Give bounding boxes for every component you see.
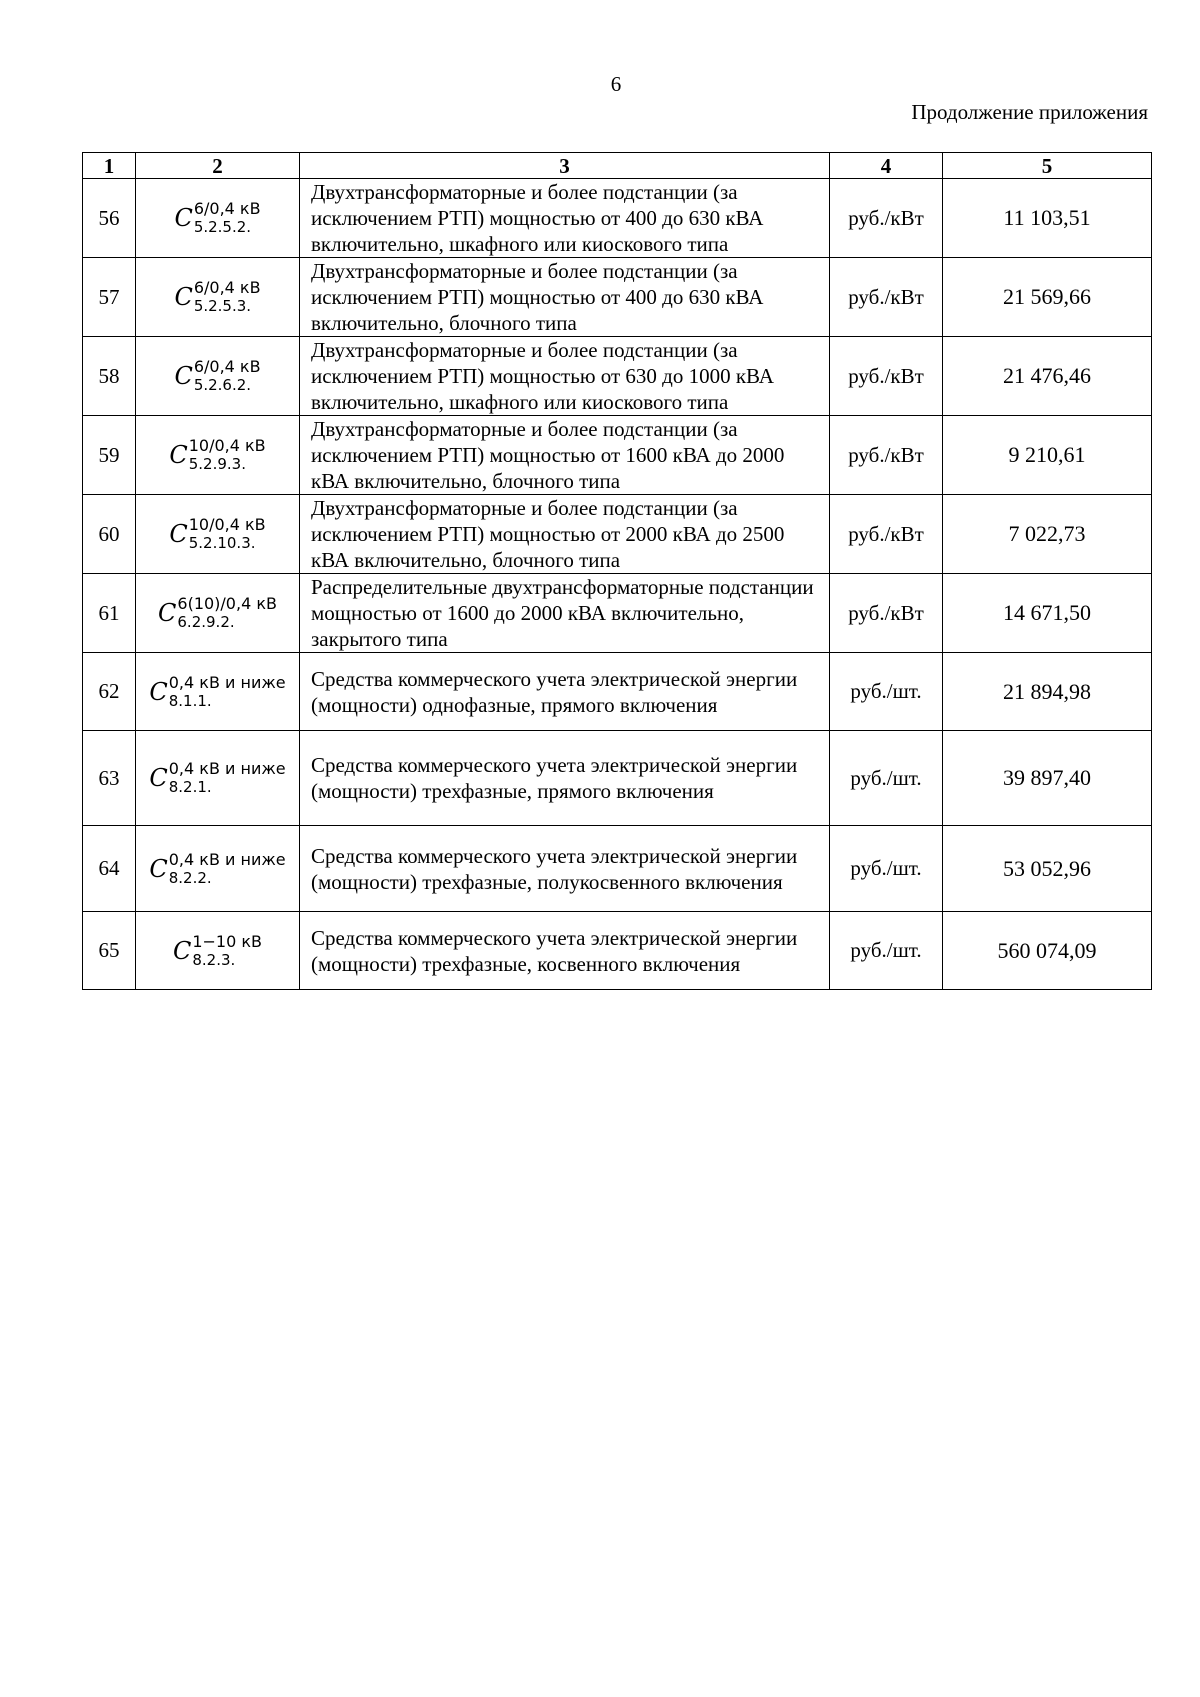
row-description: Распределительные двухтрансформаторные подстанции мощностью от 1600 до 2000 кВА включительно, закрытого типа [300, 574, 830, 653]
rate-code [136, 416, 300, 495]
row-number: 60 [83, 495, 136, 574]
row-unit: руб./кВт [830, 574, 943, 653]
rate-index: 8.2.1. [168, 778, 212, 796]
rate-code [136, 258, 300, 337]
row-unit: руб./кВт [830, 495, 943, 574]
rate-symbol: C [149, 854, 168, 883]
row-number: 59 [83, 416, 136, 495]
rate-scripts [194, 358, 261, 394]
row-unit: руб./кВт [830, 258, 943, 337]
row-number: 58 [83, 337, 136, 416]
rate-scripts [194, 200, 261, 236]
row-number: 61 [83, 574, 136, 653]
rate-index: 5.2.10.3. [188, 534, 256, 552]
rates-table [82, 152, 1152, 990]
row-unit: руб./кВт [830, 416, 943, 495]
row-number: 62 [83, 653, 136, 731]
row-number: 64 [83, 826, 136, 912]
rate-code [136, 912, 300, 990]
row-number: 56 [83, 179, 136, 258]
rate-formula [174, 200, 260, 236]
row-description: Средства коммерческого учета электрической энергии (мощности) однофазные, прямого включения [300, 653, 830, 731]
rate-scripts [177, 595, 277, 631]
page-number: 6 [610, 72, 622, 96]
rate-index: 5.2.5.3. [193, 297, 252, 315]
table-row [83, 337, 1152, 416]
rate-formula [149, 851, 285, 887]
row-number: 65 [83, 912, 136, 990]
rate-voltage: 10/0,4 кВ [188, 515, 266, 534]
rate-code [136, 337, 300, 416]
rate-formula [149, 674, 285, 710]
header-col-4: 4 [830, 153, 943, 179]
row-unit: руб./кВт [830, 337, 943, 416]
rate-formula [173, 933, 262, 969]
rate-index: 5.2.6.2. [193, 376, 252, 394]
rate-symbol: C [174, 362, 193, 390]
rate-index: 5.2.5.2. [193, 218, 252, 236]
row-description: Двухтрансформаторные и более подстанции (за исключением РТП) мощностью от 2000 кВА до 2500 кВА включительно, блочного типа [300, 495, 830, 574]
row-description: Средства коммерческого учета электрической энергии (мощности) трехфазные, косвенного включения [300, 912, 830, 990]
rate-index: 6.2.9.2. [177, 613, 235, 631]
rate-symbol: C [169, 520, 188, 548]
rate-formula [158, 595, 277, 631]
row-description: Двухтрансформаторные и более подстанции (за исключением РТП) мощностью от 1600 кВА до 2000 кВА включительно, блочного типа [300, 416, 830, 495]
row-number: 63 [83, 731, 136, 826]
row-value: 39 897,40 [943, 731, 1152, 826]
header-col-2: 2 [136, 153, 300, 179]
rate-symbol: C [149, 764, 168, 792]
rate-voltage: 6/0,4 кВ [193, 199, 261, 218]
row-value: 9 210,61 [943, 416, 1152, 495]
row-unit: руб./шт. [830, 653, 943, 731]
rate-scripts [169, 851, 286, 887]
header-col-1: 1 [83, 153, 136, 179]
rate-voltage: 1−10 кВ [192, 931, 263, 951]
rate-code [136, 495, 300, 574]
rate-voltage: 0,4 кВ и ниже [168, 672, 286, 692]
rate-scripts [194, 279, 261, 315]
rate-formula [169, 516, 265, 552]
table-row [83, 574, 1152, 653]
table-row [83, 179, 1152, 258]
row-description: Двухтрансформаторные и более подстанции (за исключением РТП) мощностью от 630 до 1000 кВА включительно, шкафного или киоскового типа [300, 337, 830, 416]
header-col-3: 3 [300, 153, 830, 179]
row-value: 11 103,51 [943, 179, 1152, 258]
page-caption: Продолжение приложения [911, 100, 1148, 124]
table-row [83, 653, 1152, 731]
rate-code [136, 179, 300, 258]
rate-code [136, 731, 300, 826]
rate-index: 8.2.3. [192, 950, 236, 969]
table-row [83, 912, 1152, 990]
rate-voltage: 6/0,4 кВ [193, 278, 261, 297]
table-row [83, 826, 1152, 912]
rate-formula [169, 437, 265, 473]
rate-index: 5.2.9.3. [188, 455, 246, 473]
row-value: 21 894,98 [943, 653, 1152, 731]
table-row [83, 258, 1152, 337]
rate-symbol: C [158, 599, 177, 627]
row-number: 57 [83, 258, 136, 337]
row-description: Средства коммерческого учета электрической энергии (мощности) трехфазные, полукосвенного включения [300, 826, 830, 912]
rate-voltage: 6(10)/0,4 кВ [177, 594, 277, 613]
rate-voltage: 6/0,4 кВ [193, 357, 261, 376]
rate-symbol: C [169, 441, 188, 469]
row-value: 21 569,66 [943, 258, 1152, 337]
rate-scripts [189, 437, 266, 473]
row-unit: руб./кВт [830, 179, 943, 258]
rate-symbol: C [149, 677, 168, 706]
table-row [83, 416, 1152, 495]
row-value: 21 476,46 [943, 337, 1152, 416]
rate-scripts [192, 933, 262, 969]
row-unit: руб./шт. [830, 731, 943, 826]
rate-voltage: 0,4 кВ и ниже [168, 849, 286, 869]
row-description: Двухтрансформаторные и более подстанции (за исключением РТП) мощностью от 400 до 630 кВА включительно, блочного типа [300, 258, 830, 337]
rate-code [136, 653, 300, 731]
row-value: 14 671,50 [943, 574, 1152, 653]
row-unit: руб./шт. [830, 912, 943, 990]
rate-formula [174, 358, 260, 394]
row-value: 53 052,96 [943, 826, 1152, 912]
rate-symbol: C [174, 283, 193, 311]
header-col-5: 5 [943, 153, 1152, 179]
rate-index: 8.1.1. [168, 691, 212, 710]
table-row [83, 495, 1152, 574]
row-unit: руб./шт. [830, 826, 943, 912]
row-description: Двухтрансформаторные и более подстанции (за исключением РТП) мощностью от 400 до 630 кВА включительно, шкафного или киоскового типа [300, 179, 830, 258]
rate-scripts [169, 674, 286, 710]
rate-index: 8.2.2. [168, 868, 212, 887]
rate-formula [174, 279, 260, 315]
table-row [83, 731, 1152, 826]
rate-scripts [169, 760, 286, 796]
row-description: Средства коммерческого учета электрической энергии (мощности) трехфазные, прямого включения [300, 731, 830, 826]
rate-code [136, 574, 300, 653]
rate-symbol: C [172, 936, 192, 965]
row-value: 560 074,09 [943, 912, 1152, 990]
rate-scripts [189, 516, 266, 552]
rate-voltage: 0,4 кВ и ниже [168, 759, 286, 778]
rate-symbol: C [174, 204, 193, 232]
rate-formula [149, 760, 285, 796]
table-header-row [83, 153, 1152, 179]
rate-code [136, 826, 300, 912]
rate-voltage: 10/0,4 кВ [188, 436, 266, 455]
row-value: 7 022,73 [943, 495, 1152, 574]
